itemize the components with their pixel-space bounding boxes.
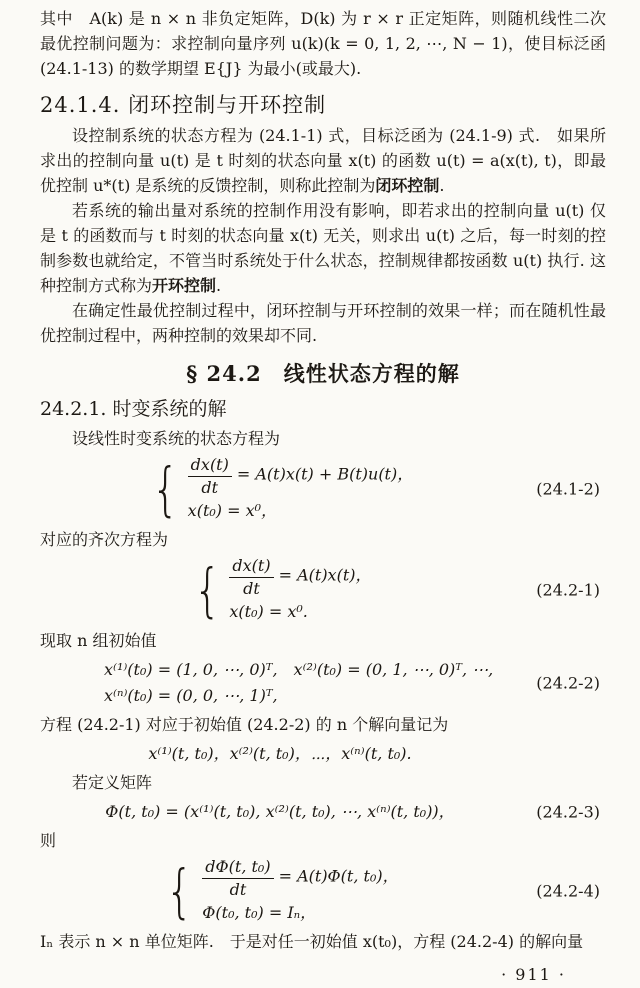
paragraph-closed-loop-text: 设控制系统的状态方程为 (24.1-1) 式，目标泛函为 (24.1-9) 式. 如果所求出的控制向量 u(t) 是 t 时刻的状态向量 x(t) 的函数 u(t) = a(x(t), t)，即最优控制 u*(t) 是系统的反馈控制，则称此控制为 <box>40 126 606 195</box>
equation-24-2-3 <box>40 799 606 824</box>
equation-solution-list <box>40 741 606 766</box>
section-heading-24-2-1: 24.2.1. 时变系统的解 <box>40 398 227 420</box>
solution-vectors-list: x⁽¹⁾(t, t₀)，x⁽²⁾(t, t₀)，⋯，x⁽ⁿ⁾(t, t₀). <box>148 744 412 763</box>
paragraph-initial-values: 现取 n 组初始值 <box>40 631 157 650</box>
fraction-denominator: dt <box>201 478 219 497</box>
initial-vectors-line2: x⁽ⁿ⁾(t₀) = (0, 0, ⋯, 1)ᵀ, <box>104 686 278 705</box>
open-loop-term: 开环控制 <box>152 276 217 295</box>
equation-initial-condition: Φ(t₀, t₀) = Iₙ， <box>202 903 317 922</box>
fraction-dxdt <box>188 455 232 498</box>
paragraph-identity-matrix: Iₙ 表示 n × n 单位矩阵. 于是对任一初始值 x(t₀)，方程 (24.2-4) 的解向量 <box>40 932 584 951</box>
paragraph-open-loop-period: . <box>216 276 222 295</box>
equation-rhs: = A(t)Φ(t, t₀)， <box>278 866 399 886</box>
equation-label: (24.2-2) <box>536 673 600 692</box>
transition-matrix-definition: Φ(t, t₀) = (x⁽¹⁾(t, t₀), x⁽²⁾(t, t₀), ⋯, x⁽ⁿ⁾(t, t₀))， <box>105 802 455 821</box>
equation-label: (24.2-1) <box>536 580 600 600</box>
section-heading-24-1-4: 24.1.4. 闭环控制与开环控制 <box>40 93 327 117</box>
paragraph-solution-vectors: 方程 (24.2-1) 对应于初始值 (24.2-2) 的 n 个解向量记为 <box>40 715 449 734</box>
paragraph-open-loop-text: 若系统的输出量对系统的控制作用没有影响，即若求出的控制向量 u(t) 仅是 t 的函数而与 t 时刻的状态向量 x(t) 无关，则求出 u(t) 之后，每一时刻的控制参数也就给定，不管当时系统处于什么状态，控制规律都按函数 u(t) 执行. 这种控制方式称为 <box>40 201 606 295</box>
equation-label: (24.2-3) <box>536 802 600 821</box>
page-number: · 911 · <box>501 965 566 984</box>
paragraph-then: 则 <box>40 831 57 850</box>
fraction-numerator: dx(t) <box>229 556 273 578</box>
closed-loop-term: 闭环控制 <box>375 176 440 195</box>
left-brace: { <box>151 454 180 523</box>
equation-24-2-2 <box>40 657 606 708</box>
equation-rhs: = A(t)x(t)， <box>278 565 372 585</box>
initial-vectors-line1: x⁽¹⁾(t₀) = (1, 0, ⋯, 0)ᵀ, x⁽²⁾(t₀) = (0, 1, ⋯, 0)ᵀ, ⋯, <box>104 660 494 679</box>
paragraph-homogeneous: 对应的齐次方程为 <box>40 530 169 549</box>
left-brace: { <box>166 856 194 925</box>
equation-24-2-1 <box>40 556 606 624</box>
paragraph-comparison: 在确定性最优控制过程中，闭环控制与开环控制的效果一样；而在随机性最优控制过程中，两种控制的效果却不同. <box>40 301 606 345</box>
equation-rhs: = A(t)x(t) + B(t)u(t)， <box>236 464 414 484</box>
equation-label: (24.2-4) <box>536 881 600 901</box>
paragraph-closed-loop <box>40 123 606 198</box>
equation-initial-condition: x(t₀) = x⁰， <box>187 501 278 520</box>
left-brace: { <box>193 555 221 624</box>
equation-initial-condition: x(t₀) = x⁰. <box>229 602 308 621</box>
equation-24-2-4 <box>40 857 606 925</box>
fraction-dphidt <box>202 857 273 900</box>
equation-label: (24.1-2) <box>536 479 600 499</box>
equation-24-1-2 <box>40 455 606 523</box>
fraction-dxdt <box>229 556 273 599</box>
fraction-numerator: dx(t) <box>188 455 232 477</box>
intro-paragraph: 其中 A(k) 是 n × n 非负定矩阵，D(k) 为 r × r 正定矩阵，则随机线性二次最优控制问题为：求控制向量序列 u(k)(k = 0, 1, 2, ⋯, N − 1)，使目标泛函 (24.1-13) 的数学期望 E{J} 为最小(或最大). <box>40 9 606 78</box>
paragraph-time-varying: 设线性时变系统的状态方程为 <box>72 429 281 448</box>
paragraph-closed-loop-period: . <box>439 176 445 195</box>
fraction-denominator: dt <box>229 880 247 899</box>
fraction-denominator: dt <box>243 579 260 598</box>
paragraph-open-loop <box>40 198 606 298</box>
paragraph-define-matrix: 若定义矩阵 <box>72 773 153 792</box>
fraction-numerator: dΦ(t, t₀) <box>202 857 273 879</box>
section-heading-24-2: § 24.2 线性状态方程的解 <box>186 361 460 386</box>
